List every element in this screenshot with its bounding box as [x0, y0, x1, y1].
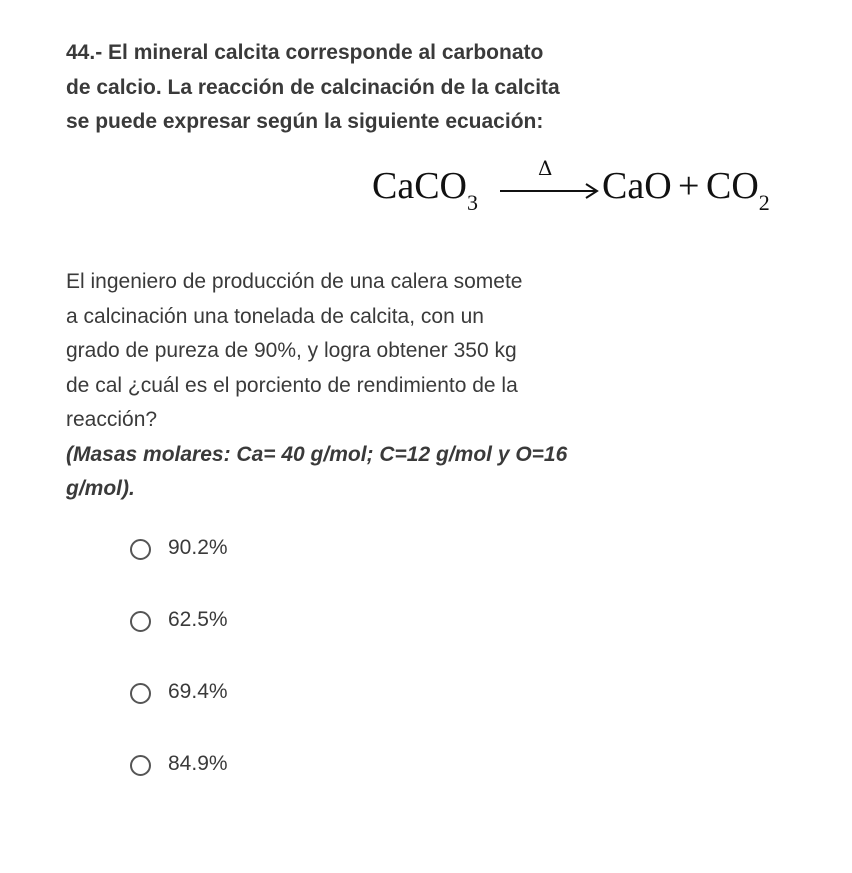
question-text: se puede expresar según la siguiente ecuación: [66, 110, 544, 133]
option-label: 69.4% [168, 680, 228, 703]
option-label: 84.9% [168, 752, 228, 775]
equation-plus: + [678, 165, 700, 207]
radio-button-icon[interactable] [130, 539, 151, 560]
option-label: 62.5% [168, 608, 228, 631]
question-body-line: reacción? [66, 408, 158, 431]
question-body-line: de cal ¿cuál es el porciento de rendimiento de la [66, 373, 518, 397]
equation-reactant: CaCO$_3$ [372, 165, 478, 215]
answer-option-3[interactable] [130, 676, 390, 716]
delta-symbol: Δ [538, 156, 553, 180]
radio-button-icon[interactable] [130, 611, 151, 632]
answer-option-1[interactable] [130, 532, 390, 572]
product-subscript: 2 [758, 190, 770, 215]
reactant-subscript: 3 [467, 190, 478, 215]
answer-option-2[interactable] [130, 604, 390, 644]
chemical-equation [372, 156, 802, 220]
molar-masses-line: g/mol). [66, 477, 135, 500]
equation-product-cao: CaO [602, 165, 672, 207]
equation-product-co2: $CO_2$ [706, 165, 770, 215]
question-header-line [66, 71, 706, 106]
reaction-arrow [498, 156, 602, 212]
answer-option-4[interactable] [130, 748, 390, 788]
question-body-line: grado de pureza de 90%, y logra obtener 350 kg [66, 339, 517, 362]
question-body-line: a calcinación una tonelada de calcita, con un [66, 304, 484, 328]
question-body [66, 265, 706, 507]
option-label: 90.2% [168, 536, 228, 559]
radio-button-icon[interactable] [130, 683, 151, 704]
molar-masses-line: (Masas molares: Ca= 40 g/mol; C=12 g/mol y O=16 [66, 442, 568, 466]
question-text: de calcio. La reacción de calcinación de la calcita [66, 75, 560, 99]
question-body-line: El ingeniero de producción de una calera somete [66, 270, 523, 293]
question-header-line [66, 105, 706, 140]
question-number-and-text: 44.- El mineral calcita corresponde al carbonato [66, 41, 544, 64]
question-header [66, 36, 706, 140]
question-header-line [66, 36, 706, 71]
radio-button-icon[interactable] [130, 755, 151, 776]
